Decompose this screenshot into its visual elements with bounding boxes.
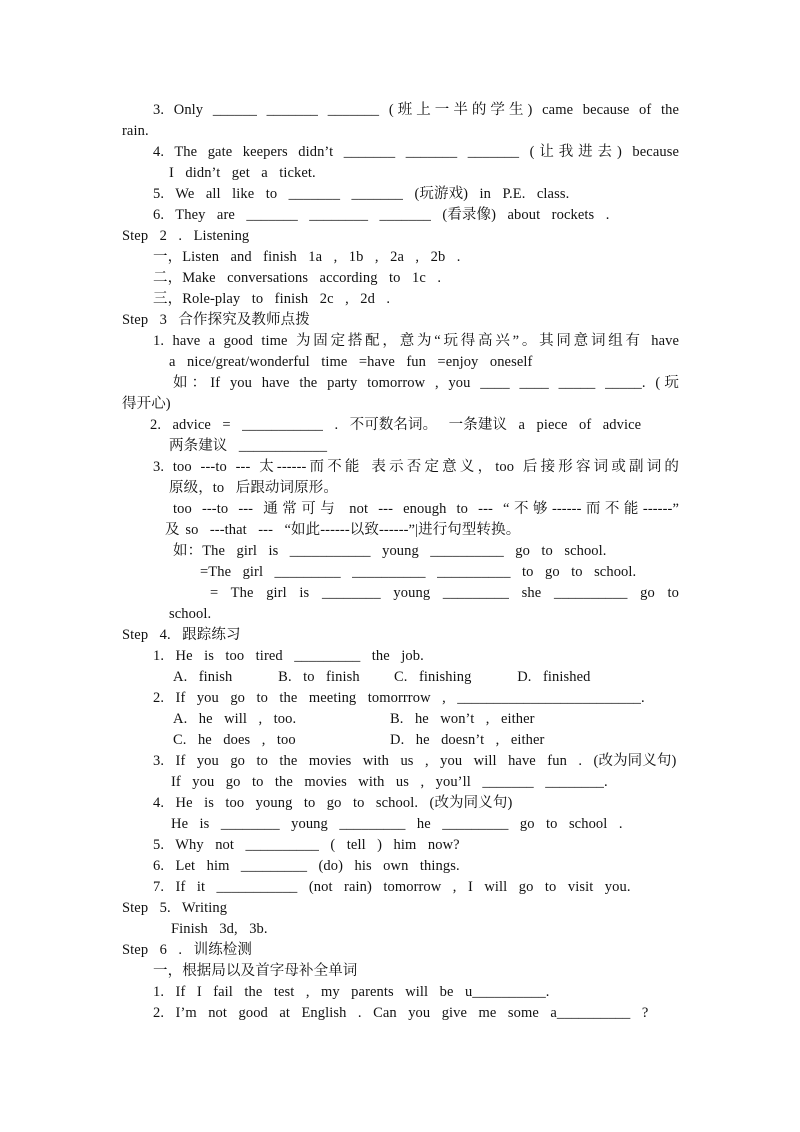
text-line: 2. I’m not good at English . Can you give me some a__________ ? bbox=[153, 1005, 649, 1021]
text-line: 5. Why not __________ ( tell ) him now? bbox=[153, 837, 460, 853]
text-line: 3. If you go to the movies with us , you will have fun . (改为同义句) bbox=[153, 753, 677, 769]
text-line: Step 5. Writing bbox=[122, 900, 228, 916]
text-line: a nice/great/wonderful time =have fun =enjoy oneself bbox=[169, 354, 533, 370]
text-line: 3. too ---to --- 太------而不能 表示否定意义，too 后接形容词或副词的 bbox=[153, 459, 679, 475]
text-line: 2. advice = ___________ . 不可数名词。 一条建议 a piece of advice bbox=[150, 417, 642, 433]
text-line: Step 3 合作探究及教师点拨 bbox=[122, 312, 310, 328]
text-line: 及 so ---that --- “如此------以致------”|进行句型转换。 bbox=[165, 522, 521, 538]
text-line: A. finish B. to finish C. finishing D. finished bbox=[173, 669, 591, 685]
text-line: 6. They are _______ ________ _______ (看录像) about rockets . bbox=[153, 207, 610, 223]
text-line: 两条建议 ____________ bbox=[169, 438, 328, 454]
text-line: rain. bbox=[122, 123, 149, 139]
text-line: 2. If you go to the meeting tomorrrow , _________________________. bbox=[153, 690, 645, 706]
text-line: 1. If I fail the test , my parents will be u__________. bbox=[153, 984, 550, 1000]
text-line: too ---to --- 通常可与 not --- enough to --- “不够------而不能------” bbox=[173, 501, 679, 517]
text-line: A. he will , too. bbox=[173, 711, 297, 727]
text-line: He is ________ young _________ he _________ go to school . bbox=[171, 816, 623, 832]
text-line: 三，Role-play to finish 2c , 2d . bbox=[153, 291, 391, 307]
text-line: I didn’t get a ticket. bbox=[169, 165, 316, 181]
text-line: Step 6 . 训练检测 bbox=[122, 942, 253, 958]
text-line: 1. have a good time 为固定搭配，意为“玩得高兴”。其同意词组有 have bbox=[153, 333, 679, 349]
text-line: 二，Make conversations according to 1c . bbox=[153, 270, 442, 286]
text-line: 如：If you have the party tomorrow , you ____ ____ _____ _____. (玩 bbox=[173, 375, 679, 391]
text-line: Finish 3d, 3b. bbox=[171, 921, 268, 937]
text-line: 3. Only ______ _______ _______ (班上一半的学生) came because of the bbox=[153, 102, 679, 118]
text-line: 5. We all like to _______ _______ (玩游戏) in P.E. class. bbox=[153, 186, 570, 202]
text-line: Step 2 . Listening bbox=[122, 228, 250, 244]
text-line: 6. Let him _________ (do) his own things. bbox=[153, 858, 460, 874]
text-line: 如：The girl is ___________ young __________ go to school. bbox=[173, 543, 607, 559]
text-line: =The girl _________ __________ __________ to go to school. bbox=[200, 564, 637, 580]
text-line: 得开心) bbox=[122, 396, 171, 412]
text-line: = The girl is ________ young _________ she __________ go to bbox=[210, 585, 679, 601]
text-line: 4. He is too young to go to school. (改为同义句) bbox=[153, 795, 513, 811]
text-line: Step 4. 跟踪练习 bbox=[122, 627, 241, 643]
text-line: If you go to the movies with us , you’ll _______ ________. bbox=[171, 774, 608, 790]
text-line: 原级，to 后跟动词原形。 bbox=[169, 480, 338, 496]
text-line: B. he won’t , either bbox=[390, 711, 535, 727]
text-line: 7. If it ___________ (not rain) tomorrow , I will go to visit you. bbox=[153, 879, 631, 895]
text-line: 一，Listen and finish 1a , 1b , 2a , 2b . bbox=[153, 249, 461, 265]
text-line: 1. He is too tired _________ the job. bbox=[153, 648, 424, 664]
text-line: 一，根据局以及首字母补全单词 bbox=[153, 963, 358, 979]
text-line: school. bbox=[169, 606, 212, 622]
text-line: C. he does , too bbox=[173, 732, 296, 748]
text-line: D. he doesn’t , either bbox=[390, 732, 545, 748]
text-line: 4. The gate keepers didn’t _______ _______ _______ (让我进去) because bbox=[153, 144, 679, 160]
